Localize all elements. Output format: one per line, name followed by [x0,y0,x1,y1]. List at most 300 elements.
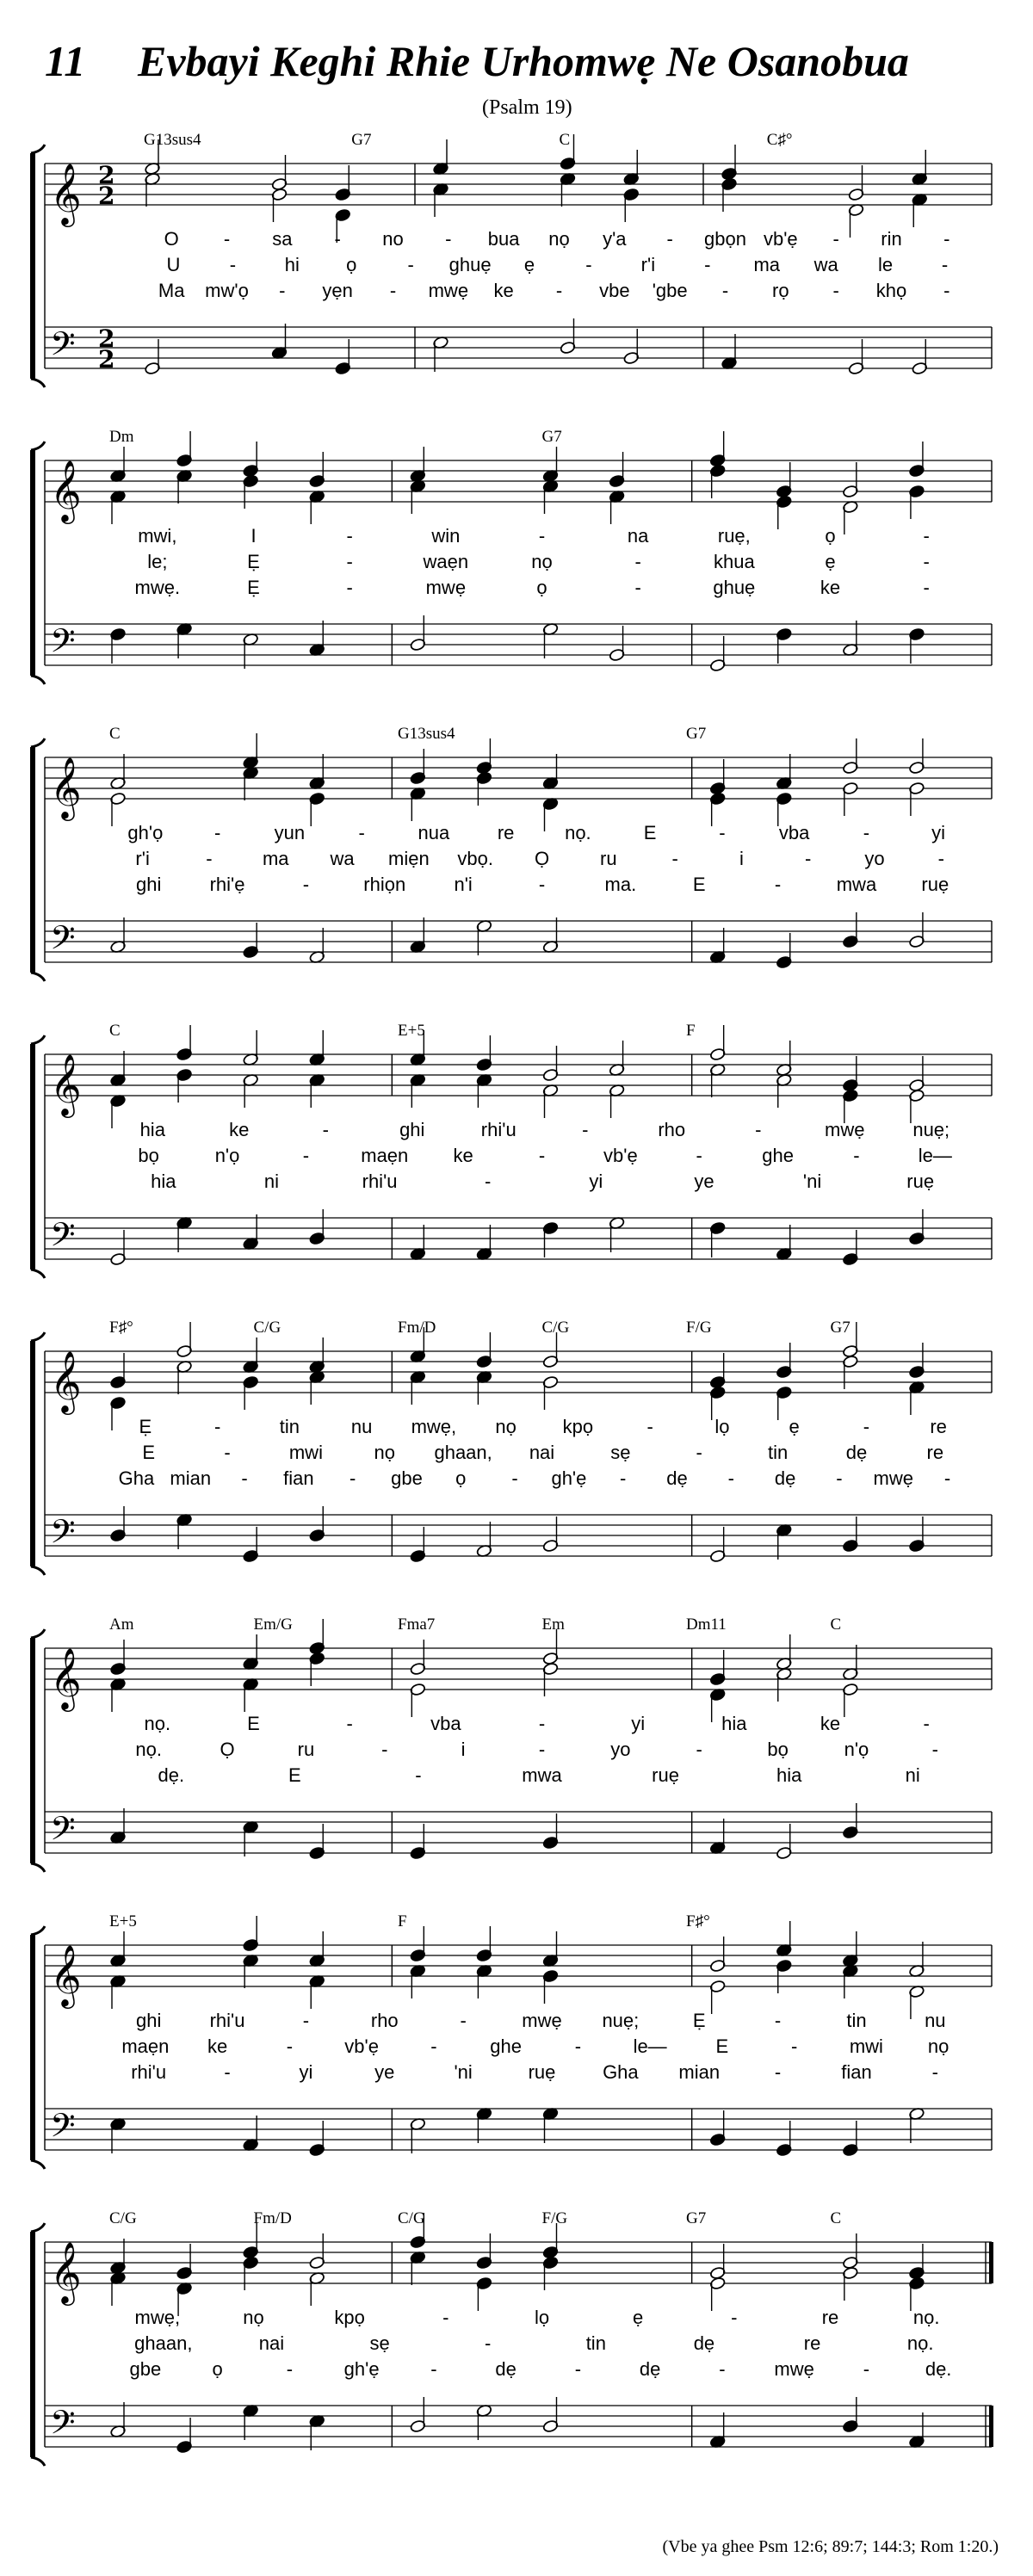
lyric-syllable: vbọ. [457,848,493,869]
lyric-syllable: wa [813,254,838,275]
lyric-syllable: Ẹ [247,551,260,572]
lyric-syllable: mwẹ [425,577,467,598]
lyric-line [0,525,1033,551]
bass-clef-icon: 𝄢 [50,1512,76,1559]
lyric-syllable: mwẹ [428,280,469,301]
lyric-syllable: gh'ẹ [343,2358,380,2380]
chord-symbol: Am [109,1615,134,1634]
lyric-hyphen: - [538,874,546,895]
lyric-syllable: Ọ [534,848,550,869]
lyric-syllable: ru [600,848,617,869]
treble-clef-icon: 𝄞 [50,756,82,819]
lyric-line [0,1764,1033,1790]
lyric-syllable: E [715,2035,729,2057]
lyric-hyphen: - [430,2035,437,2057]
lyric-syllable: E [142,1442,156,1463]
lyric-hyphen: - [346,551,353,572]
lyric-syllable: Ma [158,280,185,301]
lyric-syllable: bọ [767,1739,789,1760]
lyric-syllable: tin [585,2332,606,2354]
lyric-hyphen: - [719,822,726,843]
lyric-hyphen: - [407,254,414,275]
lyric-hyphen: - [585,254,592,275]
lyric-line [0,2358,1033,2384]
lyric-hyphen: - [224,2061,231,2083]
lyric-hyphen: - [727,1467,735,1489]
lyric-line [0,551,1033,577]
lyric-syllable: re [803,2332,821,2354]
treble-clef-icon: 𝄞 [50,1646,82,1709]
lyric-hyphen: - [286,2358,294,2380]
lyric-syllable: maẹn [121,2035,170,2057]
lyric-syllable: vb'ẹ [603,1145,638,1166]
lyric-syllable: nai [258,2332,285,2354]
lyric-syllable: ghuẹ [448,254,492,275]
lyric-syllable: 'ni [454,2061,473,2083]
lyric-syllable: nuẹ; [912,1119,950,1140]
lyric-syllable: dẹ [774,1467,796,1489]
lyric-syllable: gbọn [704,228,746,250]
treble-clef-icon: 𝄞 [50,1943,82,2006]
lyric-syllable: nọ [531,551,553,572]
lyric-syllable: sẹ [610,1442,631,1463]
chord-symbol: C [830,2209,842,2227]
lyric-syllable: ọ [455,1467,467,1489]
chord-symbol: C/G [398,2209,425,2227]
bass-clef-icon: 𝄢 [50,2106,76,2153]
bass-clef-icon: 𝄢 [50,2403,76,2449]
lyric-hyphen: - [346,577,353,598]
lyric-hyphen: - [538,525,546,547]
lyric-syllable: le— [918,1145,952,1166]
lyric-hyphen: - [923,577,930,598]
lyric-syllable: ghi [135,2010,162,2031]
lyric-hyphen: - [863,1416,870,1437]
lyric-syllable: mwa [836,874,877,895]
lyric-syllable: rhi'u [480,1119,516,1140]
chord-symbol: Dm11 [686,1615,727,1634]
lyric-syllable: vbe [599,280,630,301]
lyric-syllable: ẹ [825,551,836,572]
lyric-syllable: r'i [640,254,656,275]
lyric-syllable: hia [721,1713,747,1734]
lyric-syllable: ke [820,577,841,598]
lyric-hyphen: - [349,1467,356,1489]
lyric-hyphen: - [696,1442,702,1463]
lyric-syllable: na [627,525,649,547]
lyric-hyphen: - [666,228,673,250]
lyric-syllable: ọ [212,2358,223,2380]
lyric-hyphen: - [696,1145,702,1166]
lyric-hyphen: - [943,280,950,301]
lyric-syllable: ke [229,1119,250,1140]
lyric-syllable: ke [207,2035,228,2057]
lyric-syllable: kpọ [562,1416,594,1437]
lyric-syllable: ghuẹ [713,577,756,598]
lyric-syllable: re [930,1416,947,1437]
lyric-hyphen: - [511,1467,518,1489]
chord-symbol: E+5 [109,1912,137,1930]
time-signature-top: 2 [98,161,115,189]
lyric-hyphen: - [836,1467,843,1489]
lyric-syllable: ẹ [789,1416,800,1437]
lyric-syllable: nua [418,822,450,843]
lyric-syllable: dẹ. [158,1764,185,1786]
lyric-syllable: ni [905,1764,920,1786]
lyric-syllable: yẹn [322,280,353,301]
lyric-hyphen: - [229,254,237,275]
lyric-hyphen: - [832,280,839,301]
bass-clef-icon: 𝄢 [50,918,76,965]
lyric-syllable: dẹ [845,1442,868,1463]
lyric-hyphen: - [302,2010,310,2031]
chord-symbol: G7 [541,428,562,446]
lyric-line [0,1713,1033,1739]
lyric-syllable: nọ. [912,2307,940,2328]
lyric-hyphen: - [213,822,221,843]
lyric-line [0,2307,1033,2332]
chord-symbol: Dm [109,428,134,446]
lyric-syllable: 'ni [802,1171,822,1192]
chord-symbol: F♯° [109,1319,133,1337]
lyric-hyphen: - [704,254,711,275]
lyric-syllable: vb'ẹ [763,228,798,250]
lyric-syllable: ẹ [523,254,535,275]
chord-symbol: C/G [541,1319,570,1337]
lyric-line [0,254,1033,280]
lyric-hyphen: - [415,1764,422,1786]
lyric-hyphen: - [937,848,945,869]
lyric-hyphen: - [555,280,563,301]
lyric-syllable: gh'ọ [127,822,164,843]
lyric-hyphen: - [719,2358,726,2380]
lyric-hyphen: - [381,1739,388,1760]
lyric-syllable: mwẹ [825,1119,865,1140]
bass-clef-icon: 𝄢 [50,621,76,668]
lyric-hyphen: - [671,848,678,869]
lyric-syllable: mwẹ [522,2010,562,2031]
music-system [0,2208,1033,2492]
lyric-hyphen: - [574,2035,582,2057]
lyric-syllable: yun [274,822,306,843]
lyric-hyphen: - [931,2061,938,2083]
lyric-syllable: vba [778,822,810,843]
lyric-syllable: hia [776,1764,802,1786]
lyric-hyphen: - [774,2010,782,2031]
lyric-syllable: n'i [454,874,473,895]
lyric-syllable: nọ. [906,2332,934,2354]
lyric-line [0,577,1033,602]
lyric-syllable: dẹ [639,2358,661,2380]
lyric-line [0,1442,1033,1467]
lyric-syllable: nu [925,2010,946,2031]
lyric-hyphen: - [430,2358,437,2380]
lyric-syllable: rọ [772,280,789,301]
lyric-syllable: mwẹ [774,2358,814,2380]
lyric-syllable: nọ. [565,822,591,843]
lyric-syllable: rho [658,1119,686,1140]
lyric-syllable: ma [753,254,781,275]
scripture-reference: (Vbe ya ghee Psm 12:6; 89:7; 144:3; Rom 1:20.) [662,2537,999,2556]
lyric-syllable: yi [299,2061,313,2083]
lyric-syllable: nọ. [135,1739,162,1760]
lyric-line [0,1416,1033,1442]
lyric-syllable: hia [151,1171,176,1192]
lyric-hyphen: - [863,822,870,843]
music-system [0,1911,1033,2195]
lyric-hyphen: - [302,1145,310,1166]
lyric-line [0,848,1033,874]
lyric-hyphen: - [774,2061,782,2083]
lyric-syllable: ghaan, [434,1442,492,1463]
lyric-hyphen: - [442,2307,449,2328]
lyric-syllable: ruẹ, [717,525,751,547]
lyric-syllable: U [166,254,181,275]
lyric-hyphen: - [538,1739,546,1760]
lyric-syllable: mwa [522,1764,562,1786]
music-system [0,1020,1033,1304]
lyric-hyphen: - [943,228,950,250]
lyric-line [0,2061,1033,2087]
lyric-syllable: wa [330,848,355,869]
lyric-syllable: ẹ [633,2307,644,2328]
lyric-syllable: ghi [399,1119,425,1140]
lyric-syllable: E [247,1713,260,1734]
lyric-syllable: ghe [490,2035,522,2057]
lyric-syllable: mwẹ, [411,1416,457,1437]
lyric-syllable: Ọ [220,1739,235,1760]
lyric-hyphen: - [941,254,949,275]
lyric-syllable: mwi, [138,525,177,547]
lyric-hyphen: - [923,525,930,547]
lyric-syllable: O [164,228,179,250]
lyric-hyphen: - [322,1119,329,1140]
lyric-syllable: miẹn [388,848,430,869]
lyric-line [0,280,1033,306]
lyric-syllable: bua [487,228,520,250]
lyric-syllable: vba [430,1713,461,1734]
lyric-line [0,2035,1033,2061]
lyric-syllable: nuẹ; [602,2010,640,2031]
music-system [0,426,1033,710]
lyric-syllable: lọ [714,1416,730,1437]
lyric-syllable: yo [610,1739,631,1760]
lyric-syllable: gh'ẹ [551,1467,587,1489]
bass-clef-icon: 𝄢 [50,1215,76,1262]
lyric-syllable: rhi'u [209,2010,245,2031]
chord-symbol: G7 [351,131,372,149]
lyric-syllable: 'gbe [652,280,688,301]
lyric-hyphen: - [923,551,930,572]
lyric-hyphen: - [755,1119,762,1140]
lyric-line [0,228,1033,254]
lyric-hyphen: - [721,280,729,301]
lyric-syllable: ke [453,1145,473,1166]
lyric-line [0,1739,1033,1764]
lyric-syllable: Ẹ [247,577,260,598]
lyric-hyphen: - [445,228,452,250]
lyric-hyphen: - [389,280,397,301]
chord-symbol: E+5 [398,1022,425,1040]
chord-symbol: Fm/D [253,2209,292,2227]
lyric-syllable: rhi'u [362,1171,398,1192]
lyric-syllable: tin [846,2010,867,2031]
lyric-syllable: yi [631,1713,646,1734]
lyric-syllable: ghaan, [134,2332,193,2354]
lyric-syllable: re [821,2307,839,2328]
lyric-line [0,1145,1033,1171]
lyric-line [0,1119,1033,1145]
lyric-syllable: Gha [603,2061,639,2083]
lyric-syllable: E [692,874,706,895]
lyric-syllable: ruẹ [921,874,949,895]
lyric-syllable: re [926,1442,944,1463]
time-signature-bottom: 2 [98,182,115,210]
lyric-syllable: rho [370,2010,399,2031]
lyric-syllable: ruẹ [652,1764,679,1786]
chord-symbol: F♯° [686,1912,710,1930]
chord-symbol: G13sus4 [398,725,455,743]
lyric-hyphen: - [485,1171,492,1192]
lyric-syllable: Ẹ [139,1416,152,1437]
lyric-hyphen: - [538,1713,546,1734]
chord-symbol: Em/G [253,1615,293,1634]
lyric-syllable: nọ [548,228,570,250]
lyric-hyphen: - [790,2035,798,2057]
lyric-hyphen: - [302,874,310,895]
treble-clef-icon: 𝄞 [50,1350,82,1412]
lyric-syllable: sa [272,228,293,250]
lyric-syllable: n'ọ [844,1739,869,1760]
lyric-hyphen: - [853,1145,860,1166]
lyric-syllable: le; [147,551,168,572]
chord-symbol: Em [541,1615,565,1634]
lyric-syllable: mwẹ, [134,2307,181,2328]
lyric-syllable: ma. [604,874,637,895]
bass-clef-icon: 𝄢 [50,1809,76,1856]
lyric-syllable: mwi [288,1442,323,1463]
lyric-hyphen: - [582,1119,589,1140]
lyric-hyphen: - [286,2035,294,2057]
lyric-hyphen: - [646,1416,653,1437]
lyric-syllable: ye [694,1171,714,1192]
lyric-line [0,2010,1033,2035]
lyric-syllable: mwẹ [873,1467,914,1489]
lyric-hyphen: - [279,280,286,301]
lyric-line [0,822,1033,848]
lyric-syllable: ni [263,1171,279,1192]
lyric-syllable: mwẹ. [134,577,181,598]
lyric-syllable: maẹn [361,1145,409,1166]
chord-symbol: C/G [253,1319,281,1337]
lyric-syllable: r'i [135,848,150,869]
lyric-hyphen: - [832,228,839,250]
lyric-syllable: mian [678,2061,721,2083]
lyric-hyphen: - [206,848,213,869]
treble-clef-icon: 𝄞 [50,459,82,522]
lyric-syllable: ọ [536,577,547,598]
lyric-syllable: fian [841,2061,872,2083]
music-system [0,1317,1033,1601]
lyric-syllable: khọ [875,280,907,301]
chord-symbol: C [109,725,121,743]
lyric-syllable: rhi'u [131,2061,167,2083]
lyric-syllable: mian [170,1467,212,1489]
lyric-hyphen: - [805,848,812,869]
lyric-syllable: nọ [243,2307,264,2328]
treble-clef-icon: 𝄞 [50,162,82,225]
lyric-hyphen: - [460,2010,467,2031]
lyric-line [0,1467,1033,1493]
lyric-syllable: dẹ [666,1467,688,1489]
lyric-syllable: rhiọn [363,874,406,895]
lyric-syllable: yi [589,1171,603,1192]
lyric-syllable: bọ [138,1145,159,1166]
lyric-syllable: waẹn [423,551,469,572]
lyric-syllable: hia [139,1119,165,1140]
chord-symbol: C♯° [766,131,793,149]
lyric-syllable: le— [633,2035,667,2057]
chord-symbol: Fm/D [398,1319,436,1337]
lyric-syllable: i [739,848,744,869]
lyric-syllable: ruẹ [906,1171,935,1192]
lyric-hyphen: - [923,1713,930,1734]
lyric-syllable: Gha [118,1467,155,1489]
lyric-line [0,874,1033,899]
lyric-hyphen: - [346,1713,353,1734]
lyric-syllable: rhi'ẹ [209,874,245,895]
lyric-syllable: le [878,254,894,275]
lyric-syllable: nọ [374,1442,396,1463]
lyric-syllable: tin [767,1442,789,1463]
lyric-syllable: sẹ [369,2332,390,2354]
lyric-hyphen: - [223,228,231,250]
lyric-hyphen: - [346,525,353,547]
chord-symbol: F [686,1022,696,1040]
chord-symbol: Fma7 [398,1615,436,1634]
lyric-syllable: gbe [391,1467,423,1489]
lyric-syllable: ghi [135,874,162,895]
lyric-syllable: E [643,822,657,843]
lyric-hyphen: - [931,1739,938,1760]
lyric-hyphen: - [620,1467,627,1489]
lyric-syllable: lọ [534,2307,550,2328]
lyric-syllable: y'a [603,228,627,250]
lyric-hyphen: - [634,551,641,572]
lyric-syllable: n'ọ [214,1145,240,1166]
chord-symbol: C [559,131,571,149]
lyric-hyphen: - [224,1442,231,1463]
lyric-syllable: ọ [825,525,836,547]
chord-symbol: F/G [541,2209,568,2227]
lyric-syllable: dẹ. [925,2358,952,2380]
time-signature-bottom: 2 [98,345,115,374]
lyric-syllable: yi [931,822,946,843]
lyric-syllable: gbe [129,2358,162,2380]
lyric-hyphen: - [213,1416,221,1437]
lyric-syllable: kpọ [334,2307,365,2328]
lyric-hyphen: - [538,1145,546,1166]
hymn-number: 11 [45,37,86,85]
hymn-subtitle: (Psalm 19) [482,96,572,119]
lyric-syllable: ọ [346,254,357,275]
lyric-hyphen: - [774,874,782,895]
chord-symbol: G13sus4 [144,131,201,149]
time-signature-top: 2 [98,324,115,353]
lyric-syllable: win [431,525,461,547]
music-system [0,723,1033,1007]
chord-symbol: F [398,1912,407,1930]
